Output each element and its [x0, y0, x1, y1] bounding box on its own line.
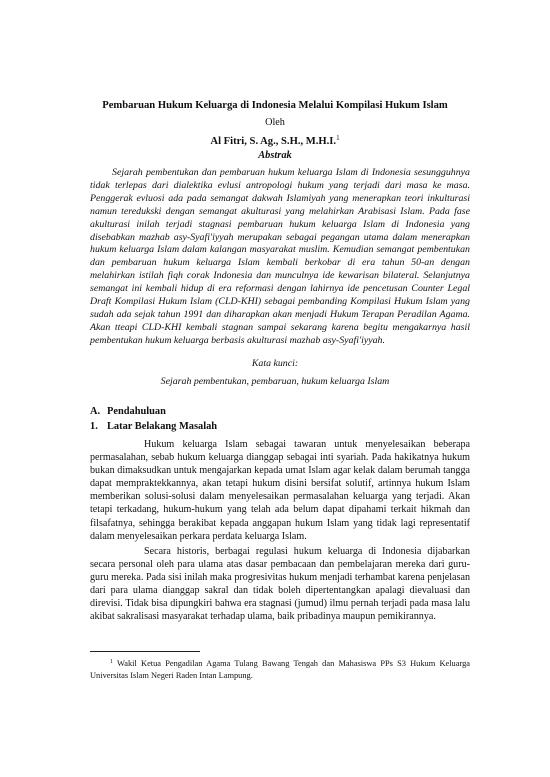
section-a-number: A. [90, 406, 101, 417]
footnote-text: Wakil Ketua Pengadilan Agama Tulang Bawang Tengah dan Mahasiswa PPs S3 Hukum Keluarga Universitas Islam Negeri Raden Intan Lampung. [90, 659, 470, 680]
footnote [90, 657, 470, 681]
byline: Oleh [265, 117, 285, 128]
section-heading-1 [90, 421, 217, 432]
keywords: Sejarah pembentukan, pembaruan, hukum keluarga Islam [160, 376, 390, 387]
section-1-number: 1. [90, 421, 98, 432]
paper-title: Pembaruan Hukum Keluarga di Indonesia Melalui Kompilasi Hukum Islam [102, 100, 448, 111]
footnote-marker: 1 [110, 659, 113, 665]
body-paragraph-2: Secara historis, berbagai regulasi hukum keluarga di Indonesia dijabarkan secara personal oleh para ulama atas dasar pembacaan dan pembelajaran mereka dari guru-guru mereka. Pada sisi inilah maka progresivitas hukum menjadi terhambat karena penjelasan dari para ulama dianggap sakral dan tidak boleh dipertentangkan apalagi dievaluasi dan direvisi. Tidak bisa dipungkiri bahwa era stagnasi (jumud) ilmu pernah terjadi pada masa lalu akibat sakralisasi masyarakat terhadap ulama, baik pribadinya maupun pemikirannya. [90, 546, 470, 623]
author-name: Al Fitri, S. Ag., S.H., M.H.I. [210, 136, 337, 147]
footnote-divider [90, 651, 200, 652]
abstract-text: Sejarah pembentukan dan pembaruan hukum keluarga Islam di Indonesia sesungguhnya tidak terlepas dari dialektika evlusi antropologi hukum yang terjadi dari masa ke masa. Penggerak evluosi ada pada semangat dakwah Islamiyah yang menerapkan teori inkulturasi namun teredukski dengan semangat akulturasi yang melahirkan Arabisasi Islam. Pada fase akulturasi inilah terjadi stagnasi pembaruan hukum keluarga Islam di Indonesia yang disebabkan mazhab asy-Syafi'iyyah merupakan sebagai pegangan utama dalam menerapkan hukum keluarga Islam dalam kalangan masyarakat muslim. Kemudian semangat pembentukan dan pembaruan hukum keluarga Islam kembali berkobar di era tahun 50-an dengan melahirkan istilah fiqh corak Indonesia dan munculnya ide kewarisan bilateral. Selanjutnya semangat ini kembali hidup di era reformasi dengan lahirnya ide pencetusan Counter Legal Draft Kompilasi Hukum Islam (CLD-KHI) sebagai pembanding Kompilasi Hukum Islam yang sudah ada sejak tahun 1991 dan diharapkan akan menjadi Hukum Terapan Peradilan Agama. Akan tteapi CLD-KHI kembali stagnan sampai sekarang karena begitu mengakarnya hasil pembentukan hukum keluarga berbasis akulturasi mazhab asy-Syafi'iyyah. [90, 167, 470, 346]
author-footnote-marker: 1 [336, 134, 340, 142]
section-heading-a [90, 406, 166, 417]
section-a-title: Pendahuluan [107, 406, 166, 417]
keywords-label: Kata kunci: [251, 358, 299, 369]
author-line [0, 134, 550, 147]
body-paragraph-1: Hukum keluarga Islam sebagai tawaran untuk menyelesaikan beberapa permasalahan, sebab hukum keluarga dianggap sebagai inti syariah. Pada hakikatnya hukum bukan dimaksudkan untuk mengajarkan kepada umat Islam agar kelak dalam berumah tangga dapat mempraktekkannya, akan tetapi hukum disini bersifat solutif, artinnya hukum Islam memberikan solusi-solusi dalam menyelesaikan permasalahan keluarga yang terjadi. Akan tetapi terkadang, hukum-hukum yang telah ada belum dapat dipahami terkait hikmah dan filsafatnya, sehingga berakibat kepada anggapan hukum Islam yang tidak lagi representatif dalam menyelesaikan perkara perdata keluarga Islam. [90, 439, 470, 542]
abstract-heading: Abstrak [258, 150, 292, 161]
section-1-title: Latar Belakang Masalah [107, 421, 218, 432]
